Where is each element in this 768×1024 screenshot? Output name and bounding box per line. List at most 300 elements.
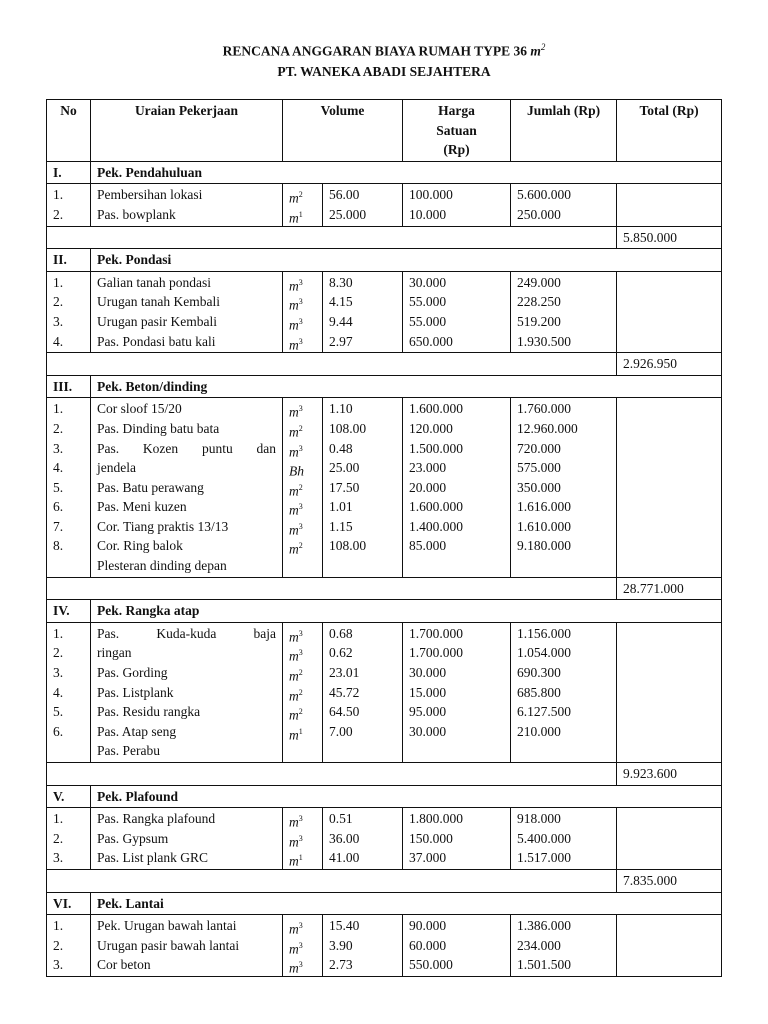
unit-base: m xyxy=(289,688,299,704)
unit-exponent: 1 xyxy=(298,853,303,863)
total-spacer xyxy=(47,869,617,892)
unit-exponent: 1 xyxy=(298,726,303,736)
item-numbers-line: 3. xyxy=(53,440,64,456)
col-harga-line1: Harga xyxy=(438,103,475,118)
item-sums-line: 1.616.000 xyxy=(517,499,572,515)
item-prices-line: 95.000 xyxy=(409,704,447,720)
unit-exponent: 3 xyxy=(298,316,303,326)
item-volumes-line: 15.40 xyxy=(329,918,360,934)
section-number: II. xyxy=(47,249,91,272)
item-prices-line: 15.000 xyxy=(409,684,447,700)
item-sums-line: 1.610.000 xyxy=(517,518,572,534)
unit-exponent: 3 xyxy=(298,833,303,843)
item-sums-line: 1.760.000 xyxy=(517,401,572,417)
unit-exponent: 3 xyxy=(298,277,303,287)
section-header-row xyxy=(47,375,722,398)
section-total: 2.926.950 xyxy=(617,353,722,376)
section-total: 5.850.000 xyxy=(617,226,722,249)
unit-base: m xyxy=(289,483,299,499)
item-sums-line: 1.930.500 xyxy=(517,333,572,349)
header-row xyxy=(47,100,722,162)
item-descriptions xyxy=(91,915,283,977)
unit-exponent: 2 xyxy=(298,541,303,551)
unit-exponent: 3 xyxy=(298,443,303,453)
document-title xyxy=(0,42,768,60)
item-description: Pas. Residu rangka xyxy=(97,704,201,720)
unit-base: m xyxy=(289,541,299,557)
unit-base: m xyxy=(289,278,299,294)
item-unit xyxy=(289,332,316,352)
item-volumes-line: 4.15 xyxy=(329,294,353,310)
item-unit xyxy=(289,809,316,829)
section-items-row xyxy=(47,622,722,762)
item-description: Pas. List plank GRC xyxy=(97,850,209,866)
item-volumes xyxy=(323,271,403,352)
section-total-row xyxy=(47,353,722,376)
item-unit xyxy=(289,439,316,459)
title-text: RENCANA ANGGARAN BIAYA RUMAH TYPE 36 xyxy=(222,43,528,59)
item-unit xyxy=(289,497,316,517)
item-numbers-line: 2. xyxy=(53,206,64,222)
item-unit xyxy=(289,292,316,312)
item-volumes-line: 25.00 xyxy=(329,460,360,476)
item-description: jendela xyxy=(97,460,136,476)
item-description: Pas. Batu perawang xyxy=(97,479,204,495)
item-sums-line: 12.960.000 xyxy=(517,420,578,436)
item-volumes-line: 0.62 xyxy=(329,645,353,661)
unit-exponent: 1 xyxy=(298,209,303,219)
item-volumes-line: 0.68 xyxy=(329,625,353,641)
col-no: No xyxy=(47,100,91,162)
item-volumes-line: 17.50 xyxy=(329,479,360,495)
item-numbers-line: 4. xyxy=(53,684,64,700)
item-sums xyxy=(511,271,617,352)
item-descriptions xyxy=(91,622,283,762)
unit-base: Bh xyxy=(289,463,304,479)
col-harga-line3: (Rp) xyxy=(443,142,470,158)
unit-base: m xyxy=(289,337,299,353)
item-volumes-line: 0.48 xyxy=(329,440,353,456)
title-unit-sup: 2 xyxy=(540,42,546,52)
total-spacer xyxy=(47,763,617,786)
item-prices xyxy=(403,915,511,977)
section-name: Pek. Plafound xyxy=(91,785,722,808)
unit-exponent: 2 xyxy=(298,482,303,492)
section-header-row xyxy=(47,600,722,623)
item-volumes xyxy=(323,808,403,870)
unit-exponent: 3 xyxy=(298,921,303,931)
item-volumes-line: 0.51 xyxy=(329,811,353,827)
item-numbers xyxy=(47,271,91,352)
item-unit xyxy=(289,312,316,332)
item-volumes-line: 3.90 xyxy=(329,937,353,953)
item-numbers-line: 2. xyxy=(53,645,64,661)
col-jumlah: Jumlah (Rp) xyxy=(511,100,617,162)
total-spacer xyxy=(47,353,617,376)
item-prices-line: 1.700.000 xyxy=(409,625,464,641)
item-unit xyxy=(289,722,316,742)
item-sums-line: 1.156.000 xyxy=(517,625,572,641)
unit-exponent: 2 xyxy=(298,423,303,433)
item-prices xyxy=(403,398,511,577)
unit-exponent: 2 xyxy=(298,687,303,697)
unit-base: m xyxy=(289,668,299,684)
item-description: Urugan pasir bawah lantai xyxy=(97,937,240,953)
item-descriptions xyxy=(91,271,283,352)
item-description: Cor. Tiang praktis 13/13 xyxy=(97,518,229,534)
item-numbers-line: 3. xyxy=(53,665,64,681)
unit-base: m xyxy=(289,921,299,937)
unit-base: m xyxy=(289,424,299,440)
unit-base: m xyxy=(289,404,299,420)
unit-base: m xyxy=(289,853,299,869)
item-unit xyxy=(289,419,316,439)
unit-exponent: 3 xyxy=(298,940,303,950)
section-total-row xyxy=(47,577,722,600)
item-unit xyxy=(289,185,316,205)
item-volumes xyxy=(323,184,403,226)
item-volumes xyxy=(323,622,403,762)
unit-exponent: 2 xyxy=(298,668,303,678)
item-volumes-line: 108.00 xyxy=(329,420,367,436)
item-sums-line: 234.000 xyxy=(517,937,561,953)
unit-base: m xyxy=(289,727,299,743)
item-volumes-line: 1.10 xyxy=(329,401,353,417)
item-unit xyxy=(289,624,316,644)
item-volumes-line: 56.00 xyxy=(329,187,360,203)
item-prices-line: 1.600.000 xyxy=(409,499,464,515)
item-unit xyxy=(289,458,316,478)
item-numbers xyxy=(47,915,91,977)
item-numbers-line: 2. xyxy=(53,420,64,436)
item-numbers-line: 5. xyxy=(53,479,64,495)
item-sums-line: 575.000 xyxy=(517,460,561,476)
section-name: Pek. Beton/dinding xyxy=(91,375,722,398)
item-sums-line: 1.386.000 xyxy=(517,918,572,934)
item-descriptions xyxy=(91,398,283,577)
item-sums xyxy=(511,184,617,226)
item-units xyxy=(283,184,323,226)
section-number: VI. xyxy=(47,892,91,915)
item-description: Pas. bowplank xyxy=(97,206,176,222)
item-numbers xyxy=(47,398,91,577)
item-prices-line: 150.000 xyxy=(409,830,453,846)
unit-base: m xyxy=(289,210,299,226)
item-prices-line: 30.000 xyxy=(409,274,447,290)
item-sums-line: 250.000 xyxy=(517,206,561,222)
item-sums-line: 685.800 xyxy=(517,684,561,700)
section-total-row xyxy=(47,763,722,786)
item-sums-line: 918.000 xyxy=(517,811,561,827)
item-description: Pas. Kuda-kuda baja xyxy=(97,625,276,641)
item-numbers-line: 1. xyxy=(53,187,64,203)
item-unit xyxy=(289,399,316,419)
item-numbers-line: 7. xyxy=(53,518,64,534)
unit-exponent: 3 xyxy=(298,404,303,414)
item-sums-line: 210.000 xyxy=(517,723,561,739)
section-items-row xyxy=(47,271,722,352)
item-description: Urugan tanah Kembali xyxy=(97,294,220,310)
unit-base: m xyxy=(289,629,299,645)
item-volumes xyxy=(323,915,403,977)
unit-base: m xyxy=(289,834,299,850)
item-sums-line: 5.600.000 xyxy=(517,187,572,203)
section-total-row xyxy=(47,226,722,249)
unit-exponent: 3 xyxy=(298,814,303,824)
item-prices-line: 120.000 xyxy=(409,420,453,436)
item-prices xyxy=(403,622,511,762)
item-volumes-line: 36.00 xyxy=(329,830,360,846)
item-sums-line: 1.501.500 xyxy=(517,957,572,973)
item-numbers-line: 4. xyxy=(53,460,64,476)
item-units xyxy=(283,271,323,352)
item-prices-line: 550.000 xyxy=(409,957,453,973)
col-uraian: Uraian Pekerjaan xyxy=(91,100,283,162)
unit-base: m xyxy=(289,444,299,459)
item-units xyxy=(283,398,323,577)
item-sums-line: 720.000 xyxy=(517,440,561,456)
total-empty-cell xyxy=(617,184,722,226)
item-numbers xyxy=(47,622,91,762)
item-description: Pas. Rangka plafound xyxy=(97,811,216,827)
total-empty-cell xyxy=(617,808,722,870)
item-volumes-line: 1.01 xyxy=(329,499,353,515)
item-unit xyxy=(289,683,316,703)
section-total: 9.923.600 xyxy=(617,763,722,786)
item-description: Pembersihan lokasi xyxy=(97,187,203,203)
item-unit xyxy=(289,643,316,663)
item-description: Cor. Ring balok xyxy=(97,538,183,554)
item-numbers-line: 1. xyxy=(53,811,64,827)
section-items-row xyxy=(47,915,722,977)
item-description: Pas. Gypsum xyxy=(97,830,169,846)
item-numbers-line: 3. xyxy=(53,957,64,973)
section-header-row xyxy=(47,161,722,184)
item-volumes-line: 41.00 xyxy=(329,850,360,866)
item-description: Pas. Meni kuzen xyxy=(97,499,187,515)
item-numbers-line: 3. xyxy=(53,313,64,329)
item-prices-line: 60.000 xyxy=(409,937,447,953)
item-description: Pas. Listplank xyxy=(97,684,174,700)
item-sums-line: 1.517.000 xyxy=(517,850,572,866)
item-prices xyxy=(403,184,511,226)
section-header-row xyxy=(47,249,722,272)
item-unit xyxy=(289,702,316,722)
unit-exponent: 3 xyxy=(298,502,303,512)
item-sums-line: 690.300 xyxy=(517,665,561,681)
item-prices-line: 90.000 xyxy=(409,918,447,934)
title-unit: m xyxy=(530,43,541,59)
section-number: IV. xyxy=(47,600,91,623)
unit-exponent: 2 xyxy=(298,707,303,717)
item-prices-line: 55.000 xyxy=(409,313,447,329)
item-prices xyxy=(403,808,511,870)
item-units xyxy=(283,808,323,870)
item-volumes-line: 64.50 xyxy=(329,704,360,720)
item-prices-line: 20.000 xyxy=(409,479,447,495)
section-number: I. xyxy=(47,161,91,184)
section-name: Pek. Pendahuluan xyxy=(91,161,722,184)
section-total: 28.771.000 xyxy=(617,577,722,600)
unit-exponent: 3 xyxy=(298,336,303,346)
item-description: Pas. Atap seng xyxy=(97,723,177,739)
unit-exponent: 3 xyxy=(298,297,303,307)
item-unit xyxy=(289,936,316,956)
section-number: V. xyxy=(47,785,91,808)
item-numbers-line: 1. xyxy=(53,625,64,641)
company-name: PT. WANEKA ABADI SEJAHTERA xyxy=(277,64,491,79)
item-volumes-line: 9.44 xyxy=(329,313,353,329)
item-prices-line: 1.800.000 xyxy=(409,811,464,827)
item-numbers xyxy=(47,808,91,870)
unit-exponent: 3 xyxy=(298,960,303,970)
unit-base: m xyxy=(289,522,299,538)
item-prices-line: 85.000 xyxy=(409,538,447,554)
unit-base: m xyxy=(289,960,299,976)
unit-exponent: 3 xyxy=(298,628,303,638)
section-items-row xyxy=(47,398,722,577)
item-sums-line: 350.000 xyxy=(517,479,561,495)
item-sums-line: 1.054.000 xyxy=(517,645,572,661)
unit-base: m xyxy=(289,190,299,206)
item-unit xyxy=(289,848,316,868)
section-header-row xyxy=(47,785,722,808)
unit-base: m xyxy=(289,297,299,313)
section-name: Pek. Pondasi xyxy=(91,249,722,272)
item-volumes xyxy=(323,398,403,577)
item-description: Pek. Urugan bawah lantai xyxy=(97,918,237,934)
item-volumes-line: 45.72 xyxy=(329,684,360,700)
item-numbers-line: 2. xyxy=(53,830,64,846)
item-description: Galian tanah pondasi xyxy=(97,274,211,290)
unit-base: m xyxy=(289,317,299,333)
item-description: Pas. Dinding batu bata xyxy=(97,420,220,436)
total-empty-cell xyxy=(617,915,722,977)
item-sums-line: 5.400.000 xyxy=(517,830,572,846)
item-unit xyxy=(289,663,316,683)
section-items-row xyxy=(47,184,722,226)
item-numbers-line: 1. xyxy=(53,918,64,934)
item-numbers-line: 2. xyxy=(53,294,64,310)
item-numbers-line: 3. xyxy=(53,850,64,866)
col-harga-line2: Satuan xyxy=(436,122,477,138)
unit-base: m xyxy=(289,648,299,664)
item-volumes-line: 23.01 xyxy=(329,665,360,681)
item-unit xyxy=(289,829,316,849)
item-unit xyxy=(289,536,316,556)
col-total: Total (Rp) xyxy=(617,100,722,162)
total-spacer xyxy=(47,577,617,600)
budget-table xyxy=(46,99,722,977)
item-volumes-line: 2.97 xyxy=(329,333,353,349)
item-sums-line: 249.000 xyxy=(517,274,561,290)
item-prices-line: 1.500.000 xyxy=(409,440,464,456)
item-description: ringan xyxy=(97,645,132,661)
item-unit xyxy=(289,205,316,225)
item-descriptions xyxy=(91,808,283,870)
item-volumes-line: 7.00 xyxy=(329,723,353,739)
item-prices-line: 30.000 xyxy=(409,723,447,739)
item-sums xyxy=(511,808,617,870)
section-total-row xyxy=(47,869,722,892)
item-description: Pas. Gording xyxy=(97,665,168,681)
table-body xyxy=(47,161,722,976)
item-unit xyxy=(289,478,316,498)
item-numbers-line: 2. xyxy=(53,937,64,953)
total-empty-cell xyxy=(617,271,722,352)
item-sums-line: 9.180.000 xyxy=(517,538,572,554)
item-prices-line: 23.000 xyxy=(409,460,447,476)
item-volumes-line: 8.30 xyxy=(329,274,353,290)
item-prices-line: 1.400.000 xyxy=(409,518,464,534)
section-total: 7.835.000 xyxy=(617,869,722,892)
item-prices-line: 10.000 xyxy=(409,206,447,222)
total-empty-cell xyxy=(617,398,722,577)
item-descriptions xyxy=(91,184,283,226)
item-unit xyxy=(289,273,316,293)
item-sums xyxy=(511,398,617,577)
unit-base: m xyxy=(289,941,299,957)
col-volume: Volume xyxy=(283,100,403,162)
item-description: Pas. Perabu xyxy=(97,743,160,759)
item-unit xyxy=(289,916,316,936)
unit-exponent: 2 xyxy=(298,190,303,200)
item-sums-line: 6.127.500 xyxy=(517,704,572,720)
unit-base: m xyxy=(289,502,299,518)
item-description: Cor sloof 15/20 xyxy=(97,401,182,417)
section-items-row xyxy=(47,808,722,870)
item-numbers-line: 6. xyxy=(53,499,64,515)
item-volumes-line: 25.000 xyxy=(329,206,367,222)
item-prices-line: 30.000 xyxy=(409,665,447,681)
item-sums-line: 228.250 xyxy=(517,294,561,310)
unit-base: m xyxy=(289,814,299,830)
item-description: Pas. Kozen puntu dan xyxy=(97,440,276,456)
item-numbers-line: 4. xyxy=(53,333,64,349)
item-description: Urugan pasir Kembali xyxy=(97,313,217,329)
item-units xyxy=(283,622,323,762)
item-sums-line: 519.200 xyxy=(517,313,561,329)
item-description: Plesteran dinding depan xyxy=(97,558,227,574)
item-volumes-line: 2.73 xyxy=(329,957,353,973)
item-numbers-line: 6. xyxy=(53,723,64,739)
item-prices-line: 1.700.000 xyxy=(409,645,464,661)
section-number: III. xyxy=(47,375,91,398)
section-name: Pek. Rangka atap xyxy=(91,600,722,623)
unit-base: m xyxy=(289,707,299,723)
item-unit xyxy=(289,517,316,537)
item-volumes-line: 1.15 xyxy=(329,518,353,534)
item-prices-line: 37.000 xyxy=(409,850,447,866)
item-prices xyxy=(403,271,511,352)
col-harga xyxy=(403,100,511,162)
item-prices-line: 100.000 xyxy=(409,187,453,203)
section-name: Pek. Lantai xyxy=(91,892,722,915)
section-header-row xyxy=(47,892,722,915)
item-units xyxy=(283,915,323,977)
item-sums xyxy=(511,915,617,977)
total-spacer xyxy=(47,226,617,249)
item-numbers xyxy=(47,184,91,226)
item-numbers-line: 1. xyxy=(53,401,64,417)
item-volumes-line: 108.00 xyxy=(329,538,367,554)
item-prices-line: 55.000 xyxy=(409,294,447,310)
item-numbers-line: 5. xyxy=(53,704,64,720)
item-description: Cor beton xyxy=(97,957,151,973)
item-sums xyxy=(511,622,617,762)
item-unit xyxy=(289,955,316,975)
item-description: Pas. Pondasi batu kali xyxy=(97,333,216,349)
